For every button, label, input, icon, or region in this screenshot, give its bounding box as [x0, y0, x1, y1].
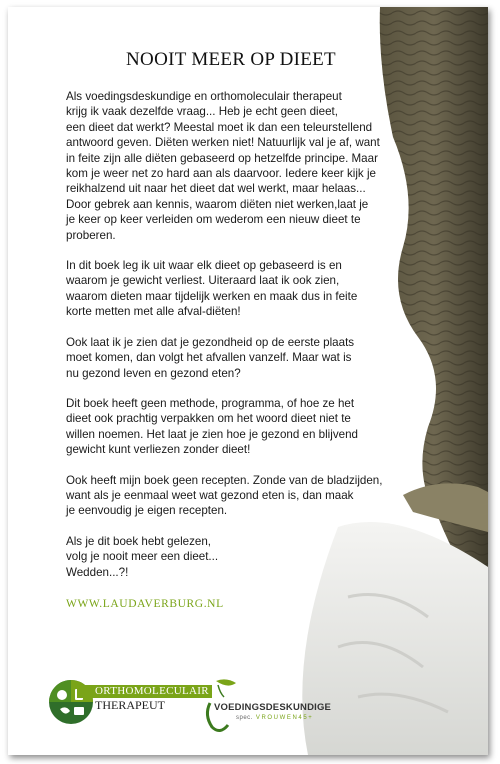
voeding-title: VOEDINGSDESKUNDIGE [214, 702, 332, 713]
logo-strip [48, 675, 468, 735]
book-back-cover [8, 7, 488, 755]
voedingsdeskundige-logo [202, 675, 352, 735]
website-link[interactable]: WWW.LAUDAVERBURG.NL [66, 597, 224, 610]
cover-text [66, 21, 396, 610]
voeding-sub-prefix: spec. [236, 715, 253, 721]
ortho-therapeut-logo [48, 675, 209, 735]
voeding-sub-accent: VROUWEN45+ [255, 715, 314, 721]
ortho-wordmark [77, 685, 212, 712]
paragraph-intro: Als voedingsdeskundige en orthomoleculair therapeut krijg ik vaak dezelfde vraag... Heb je echt geen dieet, een dieet dat werkt? Meestal moet ik dan een teleurstellend antwoord geven. Diëten werken niet! Natuurlijk val je af, want in feite zijn alle diëten gebaseerd op hetzelfde principe. Maar kom je weer net zo hard aan als daarvoor. Iedere keer kijk je reikhalzend uit naar het dieet dat wel werkt, maar helaas... Door gebrek aan kennis, waarom diëten niet werken,laat je je keer op keer verleiden om wederom een nieuw dieet te proberen. [66, 90, 380, 242]
book-title: NOOIT MEER OP DIEET [126, 49, 336, 70]
voeding-subtitle [236, 715, 313, 721]
paragraph-no-method: Dit boek heeft geen methode, programma, of hoe ze het dieet ook prachtig verpakken om het woord dieet niet te willen noemen. Het laat je zien hoe je gezond en blijvend gewicht kunt verliezen zonder dieet! [66, 396, 358, 457]
ortho-line1: ORTHOMOLECULAIR [77, 685, 212, 698]
paragraph-no-recipes: Ook heeft mijn boek geen recepten. Zonde van de bladzijden, want als je eenmaal weet wat gezond eten is, dan maak je eenvoudig je eigen recepten. [66, 473, 383, 518]
ortho-line2: THERAPEUT [95, 698, 165, 712]
paragraph-book-explains: In dit boek leg ik uit waar elk dieet op gebaseerd is en waarom je gewicht verliest. Uiteraard laat ik ook zien, waarom dieten maar tijdelijk werken en maak dus in feite korte metten met alle afval-diëten! [66, 259, 358, 319]
paragraph-health-first: Ook laat ik je zien dat je gezondheid op de eerste plaats moet komen, dan volgt het afvallen vanzelf. Maar wat is nu gezond leven en gezond eten? [66, 335, 355, 380]
paragraph-closing: Als je dit boek hebt gelezen, volg je nooit meer een dieet... Wedden...?! [66, 534, 219, 579]
